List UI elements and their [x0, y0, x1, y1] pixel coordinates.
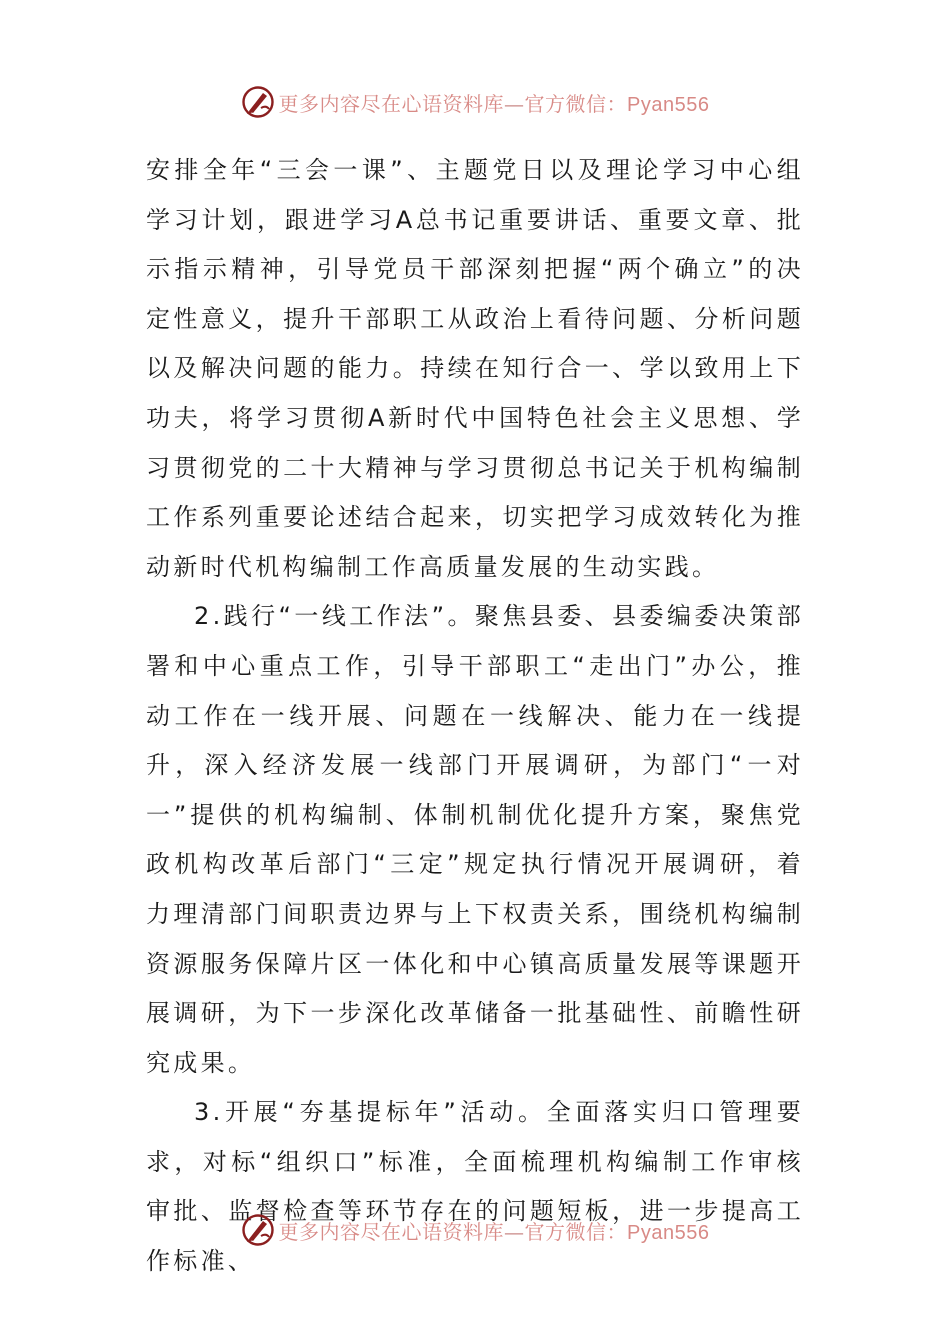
- pen-logo-icon: [241, 85, 275, 119]
- header-watermark-banner: [0, 82, 950, 122]
- header-watermark-text: 更多内容尽在心语资料库—官方微信：Pyan556: [278, 91, 710, 116]
- document-body: [146, 146, 804, 1287]
- pen-logo-icon: [241, 1213, 275, 1247]
- footer-watermark-banner: [0, 1210, 950, 1250]
- footer-watermark-text: 更多内容尽在心语资料库—官方微信：Pyan556: [278, 1219, 710, 1244]
- body-paragraph-3: 3.开展“夯基提标年”活动。全面落实归口管理要求，对标“组织口”标准，全面梳理机构编制工作审核审批、监督检查等环节存在的问题短板，进一步提高工作标准、: [146, 1098, 804, 1276]
- body-paragraph-1: 安排全年“三会一课”、主题党日以及理论学习中心组学习计划，跟进学习A总书记重要讲话、重要文章、批示指示精神，引导党员干部深刻把握“两个确立”的决定性意义，提升干部职工从政治上看待问题、分析问题以及解决问题的能力。持续在知行合一、学以致用上下功夫，将学习贯彻A新时代中国特色社会主义思想、学习贯彻党的二十大精神与学习贯彻总书记关于机构编制工作系列重要论述结合起来，切实把学习成效转化为推动新时代机构编制工作高质量发展的生动实践。: [146, 156, 804, 581]
- body-paragraph-2: 2.践行“一线工作法”。聚焦县委、县委编委决策部署和中心重点工作，引导干部职工“走出门”办公，推动工作在一线开展、问题在一线解决、能力在一线提升，深入经济发展一线部门开展调研，为部门“一对一”提供的机构编制、体制机制优化提升方案，聚焦党政机构改革后部门“三定”规定执行情况开展调研，着力理清部门间职责边界与上下权责关系，围绕机构编制资源服务保障片区一体化和中心镇高质量发展等课题开展调研，为下一步深化改革储备一批基础性、前瞻性研究成果。: [146, 602, 804, 1077]
